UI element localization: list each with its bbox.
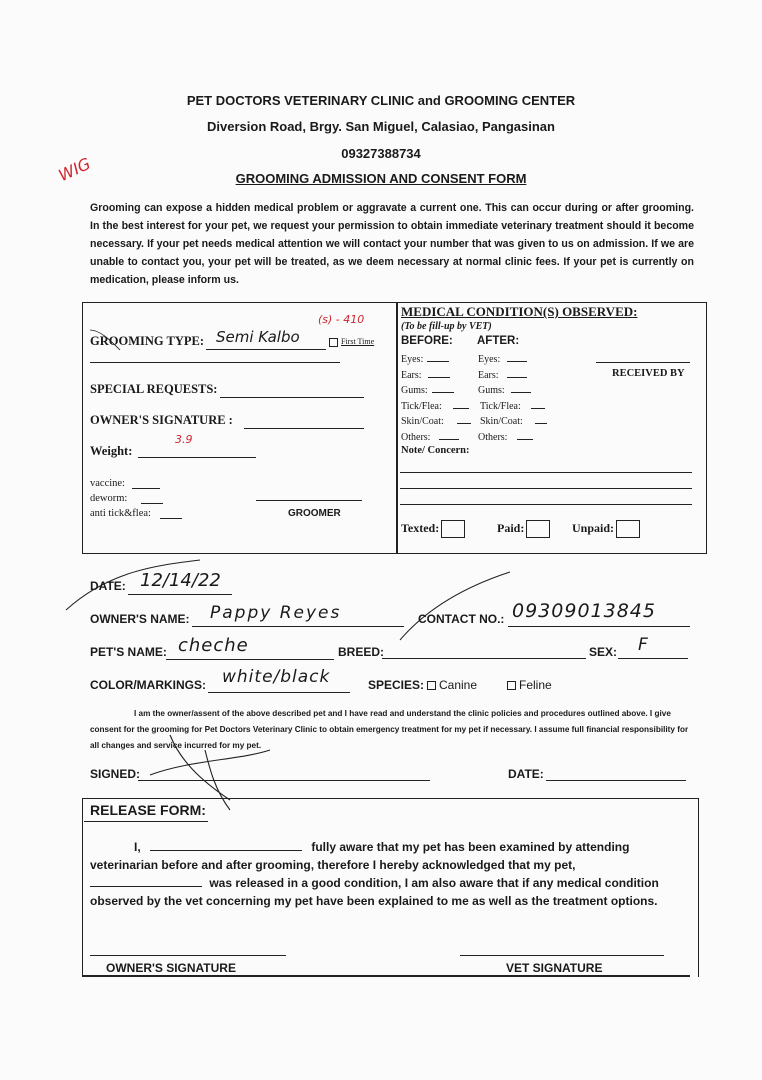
contact-label: CONTACT NO.: — [418, 612, 505, 626]
grooming-type-label: GROOMING TYPE: — [90, 334, 205, 348]
medical-subtitle: (To be fill-up by VET) — [401, 321, 492, 332]
first-time-label: First Time — [341, 337, 375, 346]
vet-signature-caption: VET SIGNATURE — [506, 961, 603, 975]
before-item: Skin/Coat: — [401, 416, 444, 427]
date-label: DATE: — [90, 579, 126, 593]
sex-label: SEX: — [589, 645, 618, 659]
release-bottom-border — [82, 975, 690, 977]
after-item: Eyes: — [478, 354, 501, 365]
before-item: Tick/Flea: — [401, 400, 442, 412]
release-line-1 — [90, 838, 684, 856]
weight-label: Weight: — [90, 444, 133, 458]
after-item: Gums: — [478, 385, 505, 396]
breed-label: BREED: — [338, 645, 385, 659]
clinic-phone: 09327388734 — [341, 146, 421, 161]
sex-value: F — [638, 635, 648, 655]
after-item: Ears: — [478, 369, 499, 381]
release-i-label: I, — [134, 840, 141, 854]
antitick-label: anti tick&flea: — [90, 508, 151, 519]
after-item: Others: — [478, 431, 508, 443]
release-pet-name-field[interactable] — [90, 874, 202, 887]
unpaid-label: Unpaid: — [572, 520, 615, 535]
paid-label: Paid: — [497, 520, 525, 535]
before-item: Gums: — [401, 385, 428, 396]
before-item: Others: — [401, 431, 431, 443]
medical-title: MEDICAL CONDITION(S) OBSERVED: — [401, 304, 638, 319]
feline-label: Feline — [519, 678, 552, 692]
deworm-label: deworm: — [90, 493, 128, 504]
date-label-2: DATE: — [508, 767, 544, 781]
owner-name-label: OWNER'S NAME: — [90, 612, 190, 626]
owner-signature-line[interactable] — [90, 945, 286, 956]
canine-label: Canine — [439, 678, 478, 692]
texted-label: Texted: — [401, 520, 440, 535]
received-by-label: RECEIVED BY — [612, 368, 685, 379]
release-title: RELEASE FORM: — [90, 802, 206, 818]
species-label: SPECIES: — [368, 678, 425, 692]
owner-name-value: Pappy Reyes — [210, 603, 342, 623]
pet-name-label: PET'S NAME: — [90, 645, 167, 659]
contact-value: 09309013845 — [512, 600, 656, 622]
note-concern-label: Note/ Concern: — [401, 445, 470, 456]
margin-note: WIG — [55, 153, 94, 186]
after-label: AFTER: — [477, 335, 520, 347]
form-title: GROOMING ADMISSION AND CONSENT FORM — [235, 171, 527, 186]
after-item: Tick/Flea: — [480, 400, 521, 412]
color-value: white/black — [222, 667, 331, 687]
release-line-3 — [90, 874, 684, 892]
release-line3-text: was released in a good condition, I am also aware that if any medical condition — [209, 876, 659, 890]
before-label: BEFORE: — [401, 335, 453, 347]
price-note: (s) - 410 — [318, 313, 365, 326]
clinic-address: Diversion Road, Brgy. San Miguel, Calasiao, Pangasinan — [207, 119, 555, 134]
consent-paragraph: I am the owner/assent of the above described pet and I have read and understand the clinic policies and procedures outlined above. I give consent for the grooming for Pet Doctors Veterinary Clinic to obtain emergency treatment for my pet if necessary. I assume full financial responsibility for all changes and service incurred for my pet. — [90, 709, 689, 750]
signed-label: SIGNED: — [90, 767, 141, 781]
release-line-2: veterinarian before and after grooming, therefore I hereby acknowledged that my pet, — [90, 858, 576, 872]
vaccine-label: vaccine: — [90, 478, 125, 489]
after-item: Skin/Coat: — [480, 416, 523, 427]
release-title-underline — [84, 820, 208, 822]
release-line-4: observed by the vet concerning my pet have been explained to me as well as the treatment options. — [90, 894, 658, 908]
clinic-name: PET DOCTORS VETERINARY CLINIC and GROOMING CENTER — [186, 93, 576, 108]
stroke-mark — [400, 572, 510, 640]
release-owner-name-field[interactable] — [150, 838, 302, 851]
weight-value: 3.9 — [175, 433, 193, 446]
before-item: Ears: — [401, 369, 422, 381]
stroke-mark — [90, 330, 120, 350]
date-value: 12/14/22 — [140, 570, 221, 591]
special-requests-label: SPECIAL REQUESTS: — [90, 382, 218, 396]
pet-name-value: cheche — [178, 635, 249, 656]
groomer-label: GROOMER — [288, 508, 341, 519]
color-label: COLOR/MARKINGS: — [90, 678, 206, 692]
release-line1-text: fully aware that my pet has been examined by attending — [311, 840, 630, 854]
grooming-type-value: Semi Kalbo — [216, 328, 300, 346]
before-item: Eyes: — [401, 354, 424, 365]
owner-signature-caption: OWNER'S SIGNATURE — [106, 961, 236, 975]
vet-signature-line[interactable] — [460, 945, 664, 956]
stroke-mark — [66, 560, 200, 610]
owner-signature-label: OWNER'S SIGNATURE : — [90, 413, 233, 427]
intro-paragraph: Grooming can expose a hidden medical problem or aggravate a current one. This can occur during or after grooming. In the best interest for your pet, we request your permission to obtain immediate veterinary treatment should it become necessary. If your pet needs medical attention we will contact your number that was given to us on admission. If we are unable to contact you, your pet will be treated, as we deem necessary at normal clinic fees. If your pet is currently on medication, please inform us. — [90, 202, 694, 286]
